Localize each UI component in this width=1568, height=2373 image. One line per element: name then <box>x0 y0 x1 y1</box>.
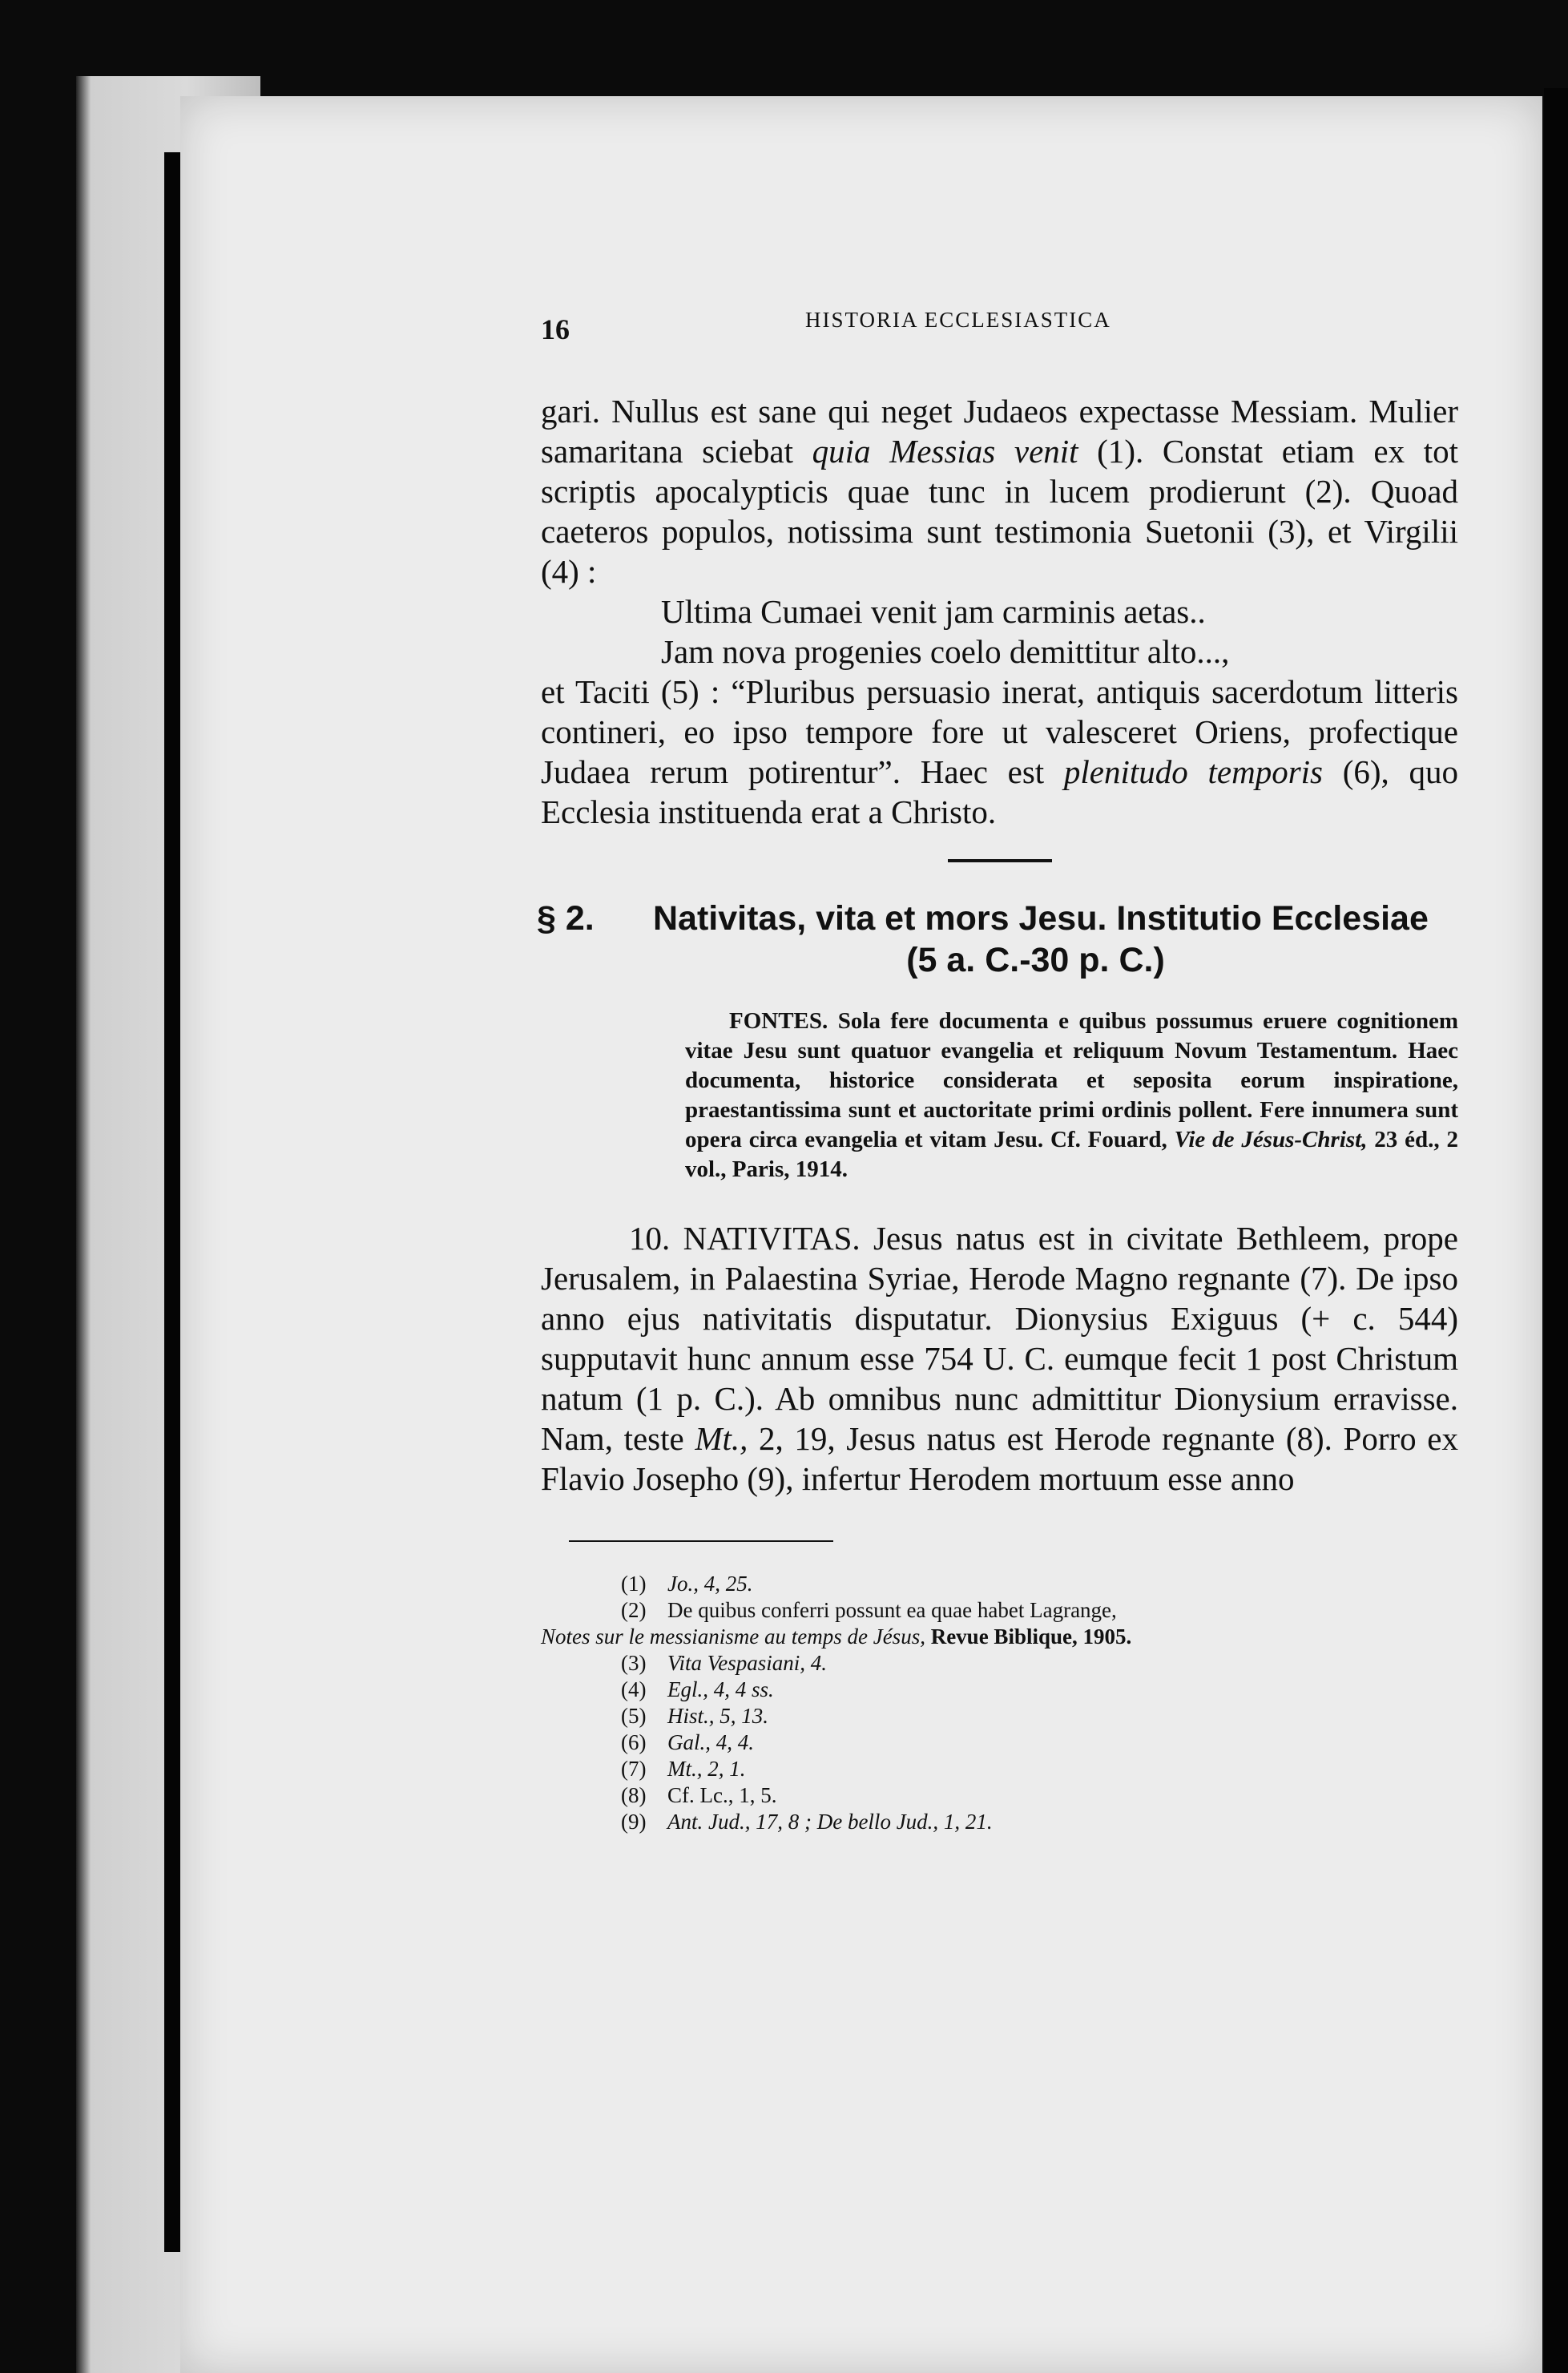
footnote-text: Gal., 4, 4. <box>667 1730 754 1754</box>
intro-quote-italic: quia Messias venit <box>812 433 1078 470</box>
footnote-5 <box>621 1703 1458 1729</box>
fontes-italic: Vie de Jésus-Christ, <box>1174 1127 1368 1152</box>
footnote-text-journal: Revue Biblique, 1905. <box>925 1624 1132 1649</box>
footnote-mark: (7) <box>621 1757 647 1781</box>
verse-line-1: Ultima Cumaei venit jam carminis aetas.. <box>661 593 1206 630</box>
footnote-text: Notes sur le messianisme au temps de Jésus, <box>541 1624 925 1649</box>
footnote-text: Hist., 5, 13. <box>667 1704 769 1728</box>
tacitus-paragraph <box>541 672 1458 832</box>
footnotes <box>541 1571 1458 1835</box>
intro-text-3: (1). Constat etiam ex tot scriptis apocalypticis quae tunc in lucem prodierunt (2). Quoad caeteros populos, notissima sunt testimonia Suetonii (3), et Virgilii (4) : <box>541 433 1458 590</box>
footnote-mark: (2) <box>621 1598 647 1622</box>
nativitas-text-2: 2, 19, Jesus natus est Herode regnante (8). Porro ex Flavio Josepho (9), infertur Herodem mortuum esse anno <box>541 1420 1458 1497</box>
film-edge-bar <box>164 152 182 2252</box>
footnote-mark: (5) <box>621 1704 647 1728</box>
footnote-text: Mt., 2, 1. <box>667 1757 746 1781</box>
footnote-text: Egl., 4, 4 ss. <box>667 1677 774 1701</box>
footnote-2 <box>621 1597 1458 1624</box>
fontes-text-2: 23 éd., 2 vol., Paris, 1914. <box>685 1127 1458 1182</box>
plenitudo-italic: plenitudo temporis <box>1063 753 1323 790</box>
footnote-6 <box>621 1729 1458 1756</box>
nativitas-paragraph <box>541 1218 1458 1499</box>
section-number: § 2. <box>537 899 595 938</box>
section-dates: (5 a. C.-30 p. C.) <box>906 941 1165 979</box>
footnote-4 <box>621 1677 1458 1703</box>
footnote-text: Cf. Lc., 1, 5. <box>667 1783 777 1807</box>
film-edge-right <box>1544 88 1568 2373</box>
footnote-9 <box>621 1809 1458 1835</box>
footnote-text: De quibus conferri possunt ea quae habet Lagrange, <box>667 1598 1117 1622</box>
intro-text-2: Mulier samaritana sciebat <box>541 393 1458 470</box>
intro-paragraph <box>541 391 1458 591</box>
section-divider <box>948 859 1052 862</box>
footnote-rule <box>569 1540 833 1542</box>
footnote-mark: (1) <box>621 1572 647 1596</box>
footnote-7 <box>621 1756 1458 1782</box>
page-content <box>537 297 1458 1835</box>
section-heading <box>537 898 1458 981</box>
footnote-mark: (6) <box>621 1730 647 1754</box>
fontes-text-1: Sola fere documenta e quibus possumus eruere cognitionem vitae Jesu sunt quatuor evangelia et reliquum Novum Testamentum. Haec documenta, historice considerata et seposita eorum inspiratione, praestantissima sunt et auctoritate primi ordinis pollent. Fere innumera sunt opera circa evangelia et vitam Jesu. Cf. Fouard, <box>685 1008 1458 1152</box>
footnote-mark: (8) <box>621 1783 647 1807</box>
footnote-text: Vita Vespasiani, 4. <box>667 1651 827 1675</box>
fontes-paragraph <box>685 1007 1458 1184</box>
footnote-mark: (3) <box>621 1651 647 1675</box>
verse-line-2: Jam nova progenies coelo demittitur alto..., <box>661 633 1230 670</box>
page-number: 16 <box>541 313 570 345</box>
footnote-1 <box>621 1571 1458 1597</box>
section-title: Nativitas, vita et mors Jesu. Institutio Ecclesiae <box>653 899 1429 938</box>
footnote-mark: (9) <box>621 1810 647 1834</box>
fontes-lead: FONTES. <box>729 1008 828 1034</box>
footnote-mark: (4) <box>621 1677 647 1701</box>
footnote-2-continued <box>541 1624 1458 1650</box>
footnote-text: Ant. Jud., 17, 8 ; De bello Jud., 1, 21. <box>667 1810 993 1834</box>
running-head <box>541 297 1458 353</box>
nativitas-text-1: 10. NATIVITAS. Jesus natus est in civitate Bethleem, prope Jerusalem, in Palaestina Syriae, Herode Magno regnante (7). De ipso anno ejus nativitatis disputatur. Dionysius Exiguus (+ c. 544) supputavit hunc annum esse 754 U. C. eumque fecit 1 post Christum natum (1 p. C.). Ab omnibus nunc admittitur Dionysium erravisse. Nam, teste <box>541 1220 1458 1457</box>
footnote-8 <box>621 1782 1458 1809</box>
intro-line-1: gari. Nullus est sane qui neget Judaeos expectasse Messiam. <box>541 393 1358 430</box>
running-title: HISTORIA ECCLESIASTICA <box>805 308 1111 332</box>
nativitas-italic: Mt., <box>695 1420 748 1457</box>
tacitus-text-1: et Taciti (5) : “Pluribus persuasio inerat, antiquis sacerdotum litteris contineri, eo ipso tempore fore ut valesceret Oriens, profectique Judaea rerum potirentur”. Haec est <box>541 673 1458 790</box>
footnote-3 <box>621 1650 1458 1677</box>
tacitus-text-2: (6), quo Ecclesia instituenda erat a Christo. <box>541 753 1458 830</box>
footnote-text: Jo., 4, 25. <box>667 1572 753 1596</box>
